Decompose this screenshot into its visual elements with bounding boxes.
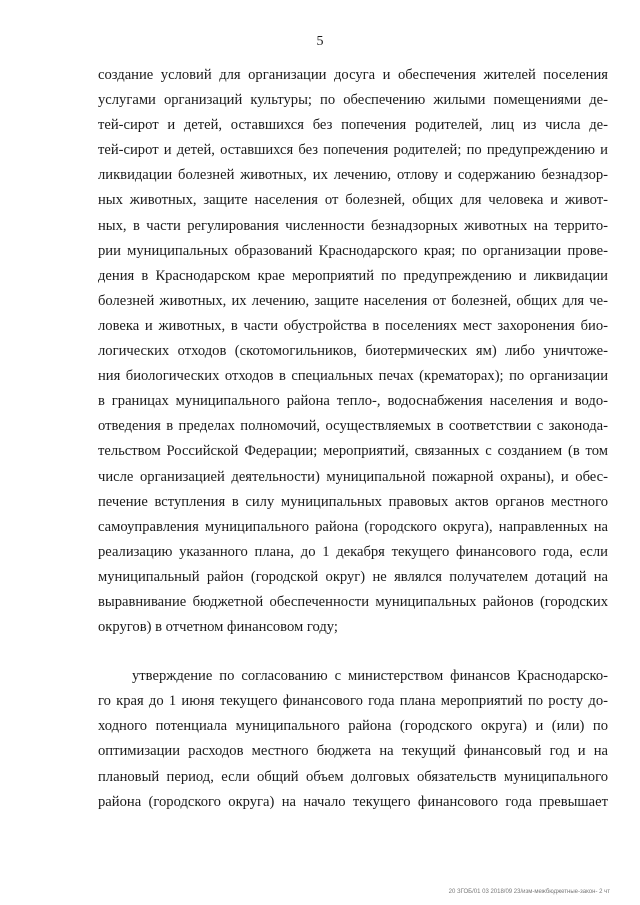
text-line: ликвидации болезней животных, их лечению, отлову и содержанию безнадзор- bbox=[98, 167, 608, 184]
text-line: создание условий для организации досуга и обеспечения жителей поселения bbox=[98, 67, 608, 83]
text-line: тей-сирот и детей, оставшихся без попечения родителей; по предупреждению и bbox=[98, 142, 608, 159]
text-line: тей-сирот и детей, оставшихся без попечения родителей, лиц из числа де- bbox=[98, 117, 608, 134]
text-line: рии муниципальных образований Краснодарского края; по организации прове- bbox=[98, 242, 608, 259]
text-line: плановый период, если общий объем долговых обязательств муниципального bbox=[98, 768, 608, 785]
text-line: услугами организаций культуры; по обеспечению жилыми помещениями де- bbox=[98, 92, 608, 109]
text-line: выравнивание бюджетной обеспеченности муниципальных районов (городских bbox=[98, 593, 608, 610]
text-line: ния биологических отходов в специальных печах (крематорах); по организации bbox=[98, 368, 608, 385]
text-line: в границах муниципального района тепло-, водоснабжения населения и водо- bbox=[98, 393, 608, 410]
text-line: тельством Российской Федерации; мероприятий, связанных с созданием (в том bbox=[98, 443, 608, 460]
text-line: ных животных, защите населения от болезней, общих для человека и живот- bbox=[98, 192, 608, 209]
document-body bbox=[98, 63, 608, 815]
paragraph-1 bbox=[98, 63, 608, 640]
text-line: го края до 1 июня текущего финансового года плана мероприятий по росту до- bbox=[98, 693, 608, 710]
text-line: отведения в пределах полномочий, осуществляемых в соответствии с законода- bbox=[98, 418, 608, 435]
text-line: дения в Краснодарском крае мероприятий по предупреждению и ликвидации bbox=[98, 267, 608, 284]
text-line: реализацию указанного плана, до 1 декабря текущего финансового года, если bbox=[98, 543, 608, 560]
text-line: ходного потенциала муниципального района (городского округа) и (или) по bbox=[98, 718, 608, 735]
text-line: муниципальный район (городской округ) не являлся получателем дотаций на bbox=[98, 568, 608, 585]
document-footer-code: 20 ЗГОБ/01 03 2018/09 23/изм-межбюджетные-закон- 2 чт bbox=[448, 889, 610, 895]
text-line: ных, в части регулирования численности безнадзорных животных на террито- bbox=[98, 217, 608, 234]
text-line: округов) в отчетном финансовом году; bbox=[98, 619, 338, 636]
text-line: района (городского округа) на начало текущего финансового года превышает bbox=[98, 793, 608, 810]
text-line: утверждение по согласованию с министерством финансов Краснодарско- bbox=[132, 668, 608, 685]
text-line: ловека и животных, в части обустройства в поселениях мест захоронения био- bbox=[98, 317, 608, 334]
text-line: печение вступления в силу муниципальных правовых актов органов местного bbox=[98, 493, 608, 510]
page-number: 5 bbox=[316, 34, 324, 49]
paragraph-2 bbox=[98, 664, 608, 815]
text-line: числе организацией деятельности) муниципальной пожарной охраны), и обес- bbox=[98, 468, 608, 485]
text-line: болезней животных, их лечению, защите населения от болезней, общих для че- bbox=[98, 292, 608, 309]
text-line: логических отходов (скотомогильников, биотермических ям) либо уничтоже- bbox=[98, 343, 608, 360]
text-line: самоуправления муниципального района (городского округа), направленных на bbox=[98, 518, 608, 535]
text-line: оптимизации расходов местного бюджета на текущий финансовый год и на bbox=[98, 743, 608, 760]
